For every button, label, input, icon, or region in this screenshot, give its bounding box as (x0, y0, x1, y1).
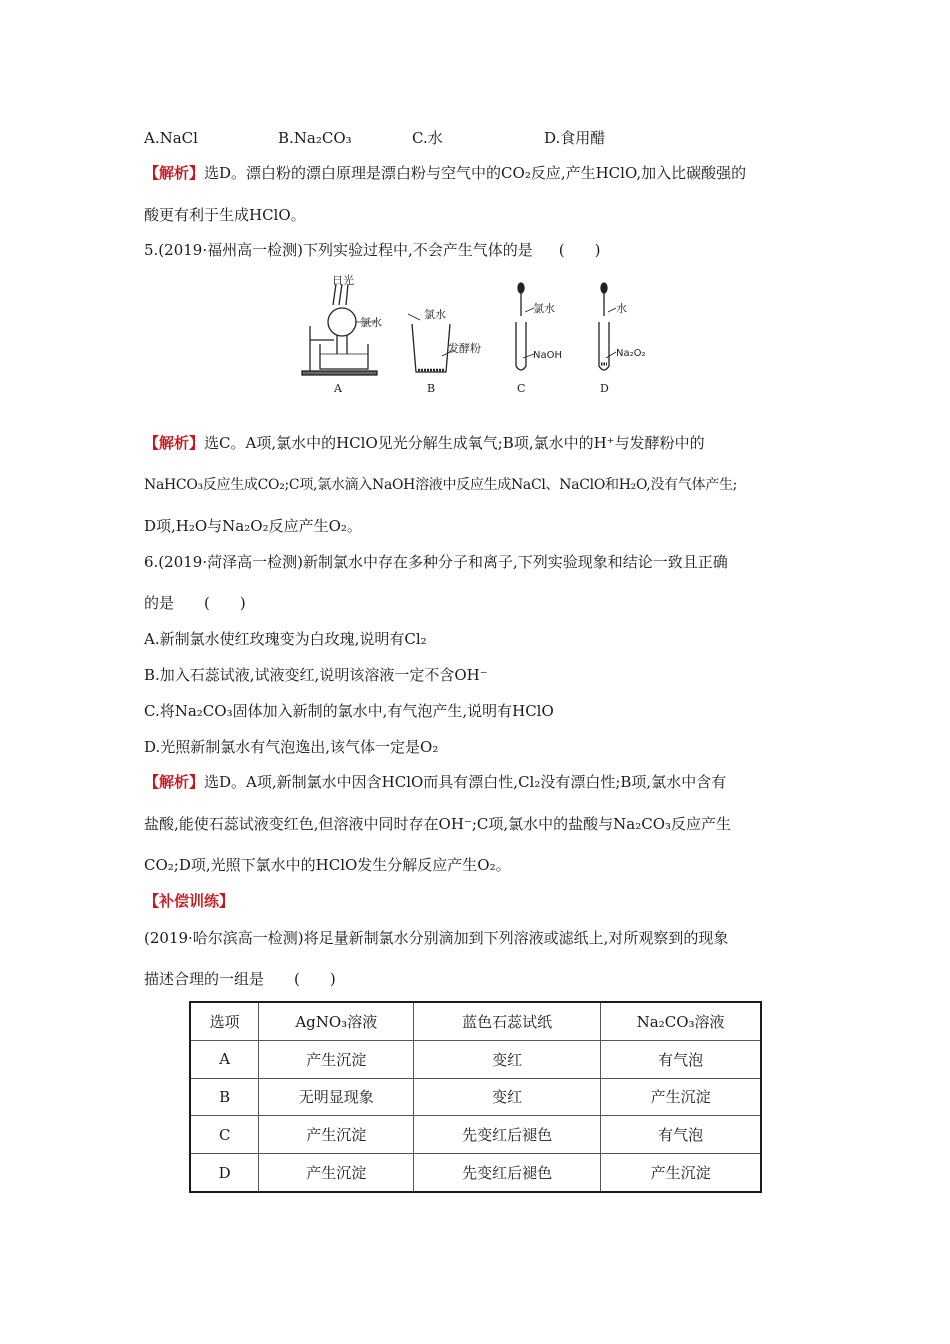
table-cell: B (190, 1078, 259, 1116)
label-chlorine-water-a: 氯水 (360, 316, 382, 329)
figure-label-d: D (600, 382, 609, 395)
answer-paren: ( ) (204, 594, 246, 612)
supplement-stem-line-1: (2019·哈尔滨高一检测)将足量新制氯水分别滴加到下列溶液或滤纸上,对所观察到的现象 (144, 929, 729, 947)
option-c: C.水 (412, 129, 443, 147)
analysis-tag: 【解析】 (144, 773, 205, 791)
q5-analysis-line-1 (144, 433, 705, 453)
q6-analysis-text-1: 选D。A项,新制氯水中因含HClO而具有漂白性,Cl₂没有漂白性;B项,氯水中含有 (204, 773, 727, 791)
table-header: 蓝色石蕊试纸 (414, 1002, 601, 1040)
table-cell: 先变红后褪色 (414, 1116, 601, 1154)
label-chlorine-water-c: 氯水 (533, 302, 555, 315)
option-b: B.Na₂CO₃ (278, 129, 352, 147)
analysis-tag: 【解析】 (144, 434, 205, 452)
q5-stem-text: 5.(2019·福州高一检测)下列实验过程中,不会产生气体的是 (144, 241, 533, 259)
q6-option-b: B.加入石蕊试液,试液变红,说明该溶液一定不含OH⁻ (144, 666, 488, 684)
q6-stem-line-2 (144, 593, 246, 613)
table-cell: A (190, 1040, 259, 1078)
label-na2o2: Na₂O₂ (616, 348, 646, 359)
option-d: D.食用醋 (544, 129, 606, 147)
table-cell: 先变红后褪色 (414, 1154, 601, 1192)
label-chlorine-water-b: 氯水 (424, 308, 446, 321)
label-yeast-powder: 发酵粉 (448, 342, 481, 355)
table-row (190, 1040, 761, 1078)
table-cell: D (190, 1154, 259, 1192)
q4-analysis-text-1: 选D。漂白粉的漂白原理是漂白粉与空气中的CO₂反应,产生HClO,加入比碳酸强的 (204, 164, 747, 182)
figure-label-a: A (334, 382, 342, 395)
table-cell: 产生沉淀 (601, 1154, 761, 1192)
label-water: 水 (616, 302, 627, 315)
q5-analysis-text-1: 选C。A项,氯水中的HClO见光分解生成氧气;B项,氯水中的H⁺与发酵粉中的 (204, 434, 705, 452)
table-cell: 变红 (414, 1040, 601, 1078)
supplement-stem-line-2 (144, 969, 336, 989)
table-header-row (190, 1002, 761, 1040)
figure-label-c: C (517, 382, 526, 395)
table-header: AgNO₃溶液 (259, 1002, 414, 1040)
supplement-stem-text-2: 描述合理的一组是 (144, 970, 265, 988)
answer-paren: ( ) (294, 970, 336, 988)
q6-option-c: C.将Na₂CO₃固体加入新制的氯水中,有气泡产生,说明有HClO (144, 702, 554, 720)
q6-analysis-line-3: CO₂;D项,光照下氯水中的HClO发生分解反应产生O₂。 (144, 856, 511, 874)
experiment-figure (296, 272, 676, 400)
q6-analysis-line-1 (144, 772, 726, 792)
table-cell: 无明显现象 (259, 1078, 414, 1116)
label-naoh: NaOH (533, 350, 562, 361)
q6-analysis-line-2: 盐酸,能使石蕊试液变红色,但溶液中同时存在OH⁻;C项,氯水中的盐酸与Na₂CO₃反应产生 (144, 815, 732, 833)
q5-analysis-line-3: D项,H₂O与Na₂O₂反应产生O₂。 (144, 517, 362, 535)
option-a: A.NaCl (144, 129, 198, 147)
answer-table (189, 1001, 762, 1193)
q4-analysis-line-2: 酸更有利于生成HClO。 (144, 206, 306, 224)
table-cell: 产生沉淀 (259, 1116, 414, 1154)
table-cell: 产生沉淀 (601, 1078, 761, 1116)
figure-label-b: B (427, 382, 436, 395)
answer-paren: ( ) (558, 241, 601, 259)
table-cell: C (190, 1116, 259, 1154)
q6-stem-text-2: 的是 (144, 594, 175, 612)
table-cell: 有气泡 (601, 1040, 761, 1078)
q6-option-a: A.新制氯水使红玫瑰变为白玫瑰,说明有Cl₂ (144, 630, 427, 648)
table-cell: 产生沉淀 (259, 1154, 414, 1192)
table-cell: 产生沉淀 (259, 1040, 414, 1078)
table-header: Na₂CO₃溶液 (601, 1002, 761, 1040)
q4-analysis-line-1 (144, 163, 746, 183)
table-cell: 有气泡 (601, 1116, 761, 1154)
q5-analysis-line-2: NaHCO₃反应生成CO₂;C项,氯水滴入NaOH溶液中反应生成NaCl、NaClO和H₂O,没有气体产生; (144, 477, 738, 493)
supplement-tag-text: 【补偿训练】 (144, 892, 235, 910)
table-cell: 变红 (414, 1078, 601, 1116)
q6-stem-line-1: 6.(2019·菏泽高一检测)新制氯水中存在多种分子和离子,下列实验现象和结论一致且正确 (144, 553, 728, 571)
analysis-tag: 【解析】 (144, 164, 205, 182)
q6-option-d: D.光照新制氯水有气泡逸出,该气体一定是O₂ (144, 738, 439, 756)
table-row (190, 1078, 761, 1116)
table-row (190, 1154, 761, 1192)
q5-stem (144, 240, 600, 260)
table-row (190, 1116, 761, 1154)
supplement-tag (144, 891, 234, 911)
table-header: 选项 (190, 1002, 259, 1040)
label-sunlight: 日光 (332, 274, 354, 287)
